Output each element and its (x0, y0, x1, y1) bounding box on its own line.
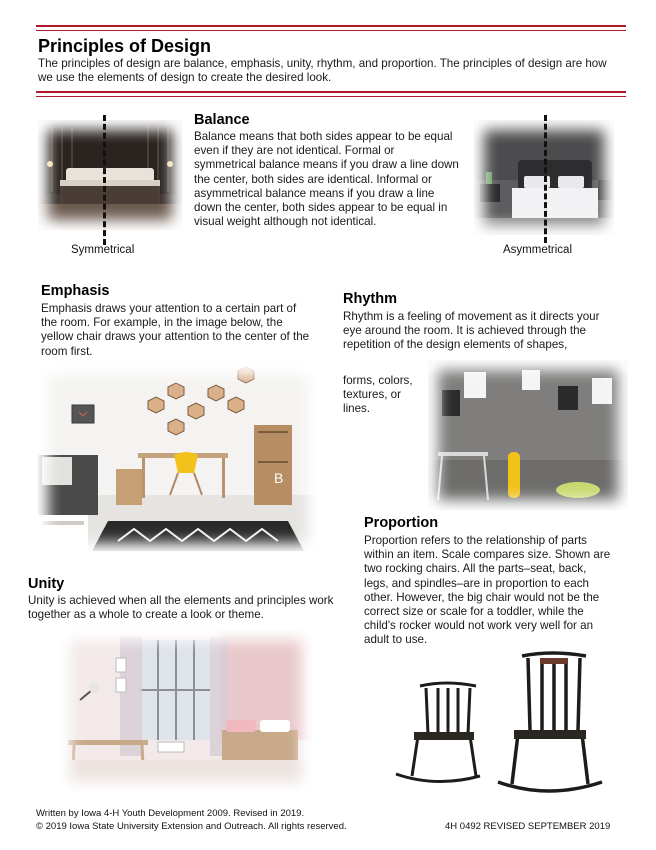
rhythm-text-1: Rhythm is a feeling of movement as it directs your eye around the room. It is achieved through the repetition of the design elements of shapes, (343, 310, 600, 352)
header-bottom-rule (36, 91, 626, 93)
svg-text:B: B (274, 470, 284, 486)
symmetrical-bedroom-image (38, 120, 182, 230)
asymmetry-center-line (544, 115, 547, 243)
credit-line-2: © 2019 Iowa State University Extension and Outreach. All rights reserved. (36, 821, 347, 832)
page-title: Principles of Design (38, 36, 212, 56)
intro-text: The principles of design are balance, emphasis, unity, rhythm, and proportion. The principles of design are how we use the elements of design to create the desired look. (38, 57, 607, 84)
rhythm-room-image (428, 360, 628, 510)
rhythm-heading: Rhythm (343, 291, 397, 307)
header-bottom-rule-thin (36, 96, 626, 97)
proportion-heading: Proportion (364, 515, 439, 531)
document-number: 4H 0492 REVISED SEPTEMBER 2019 (445, 821, 611, 832)
asymmetrical-caption: Asymmetrical (503, 244, 573, 256)
top-rule (36, 25, 626, 27)
rocking-chairs-image (390, 650, 610, 800)
symmetrical-caption: Symmetrical (71, 244, 135, 256)
emphasis-heading: Emphasis (41, 283, 110, 299)
emphasis-text: Emphasis draws your attention to a certain part of the room. For example, in the image below, the yellow chair draws your attention to the center of the room first. (41, 302, 310, 358)
balance-heading: Balance (194, 112, 250, 128)
top-rule-thin (36, 30, 626, 31)
balance-text: Balance means that both sides appear to be equal even if they are not identical. Formal or symmetrical balance means if you draw a line down the center, both sides are identical. Informal or asymmetrical balance means if you draw a line down the center, both sides appear to be equal in visual weight although not identical. (194, 130, 459, 229)
credit-line-1: Written by Iowa 4-H Youth Development 2009. Revised in 2019. (36, 808, 305, 819)
unity-text: Unity is achieved when all the elements and principles work together as a whole to create a look or theme. (28, 594, 334, 622)
proportion-text: Proportion refers to the relationship of parts within an item. Scale compares size. Shown are two rocking chairs. All the parts–seat, back, legs, and spindles–are in proportion to each other. However, the big chair would not be the correct size or scale for a toddler, while the child's rocker would not work very well for an adult to use. (364, 534, 611, 647)
unity-heading: Unity (28, 576, 65, 592)
emphasis-room-image (38, 365, 318, 553)
unity-room-image (60, 630, 312, 792)
rhythm-text-2: forms, colors, textures, or lines. (343, 374, 413, 416)
symmetry-center-line (103, 115, 106, 245)
